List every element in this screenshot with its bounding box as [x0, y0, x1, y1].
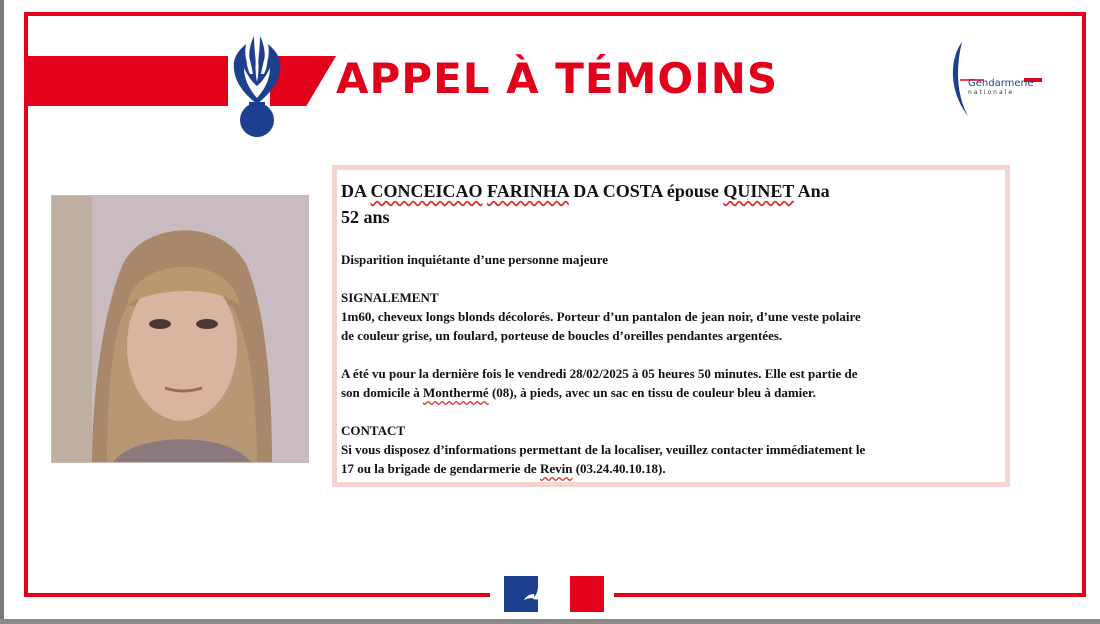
gendarmerie-logo-text: [968, 78, 1034, 96]
page-title: APPEL À TÉMOINS: [336, 54, 779, 103]
gendarmerie-grenade-icon: [222, 22, 292, 140]
contact-text-a: 17 ou la brigade de gendarmerie de: [341, 461, 540, 476]
last-seen-line-2: [341, 383, 1005, 402]
contact-town: Revin: [539, 461, 573, 476]
portrait-illustration: [52, 196, 309, 463]
logo-line-1: Gendarmerie: [968, 78, 1034, 89]
name-underlined-2: FARINHA: [487, 181, 569, 201]
name-underlined-3: QUINET: [723, 181, 795, 201]
last-seen-text-b: (08), à pieds, avec un sac en tissu de couleur bleu à damier.: [488, 385, 816, 400]
signalement-heading: SIGNALEMENT: [341, 290, 439, 305]
contact-line-1: Si vous disposez d’informations permettant de la localiser, veuillez contacter immédiatement le: [341, 442, 866, 457]
signalement-line-1: 1m60, cheveux longs blonds décolorés. Porteur d’un pantalon de jean noir, d’une veste polaire: [341, 309, 861, 324]
last-seen-place: Monthermé: [422, 385, 489, 400]
notice-type: Disparition inquiétante d’une personne majeure: [341, 252, 608, 267]
person-age: 52 ans: [341, 207, 390, 227]
contact-heading: CONTACT: [341, 423, 406, 438]
header-red-band: [28, 56, 228, 106]
name-part-1: DA: [341, 181, 371, 201]
name-part-2: DA COSTA épouse: [568, 181, 724, 201]
page-edge-left: [0, 0, 4, 624]
name-part-3: Ana: [794, 181, 830, 201]
name-underlined-1: CONCEICAO: [370, 181, 483, 201]
notice-text-box: [332, 165, 1010, 487]
contact-line-2: [341, 459, 1005, 478]
page-edge-bottom: [0, 619, 1100, 624]
signalement-line-2: de couleur grise, un foulard, porteuse de boucles d’oreilles pendantes argentées.: [341, 328, 783, 343]
logo-line-2: nationale: [968, 89, 1015, 96]
last-seen-line-1: A été vu pour la dernière fois le vendredi 28/02/2025 à 05 heures 50 minutes. Elle est partie de: [341, 366, 858, 381]
last-seen-text-a: son domicile à: [341, 385, 423, 400]
contact-text-b: (03.24.40.10.18).: [572, 461, 666, 476]
missing-person-photo: [51, 195, 309, 463]
person-name: [341, 178, 1005, 205]
marianne-flag-icon: [504, 576, 604, 612]
